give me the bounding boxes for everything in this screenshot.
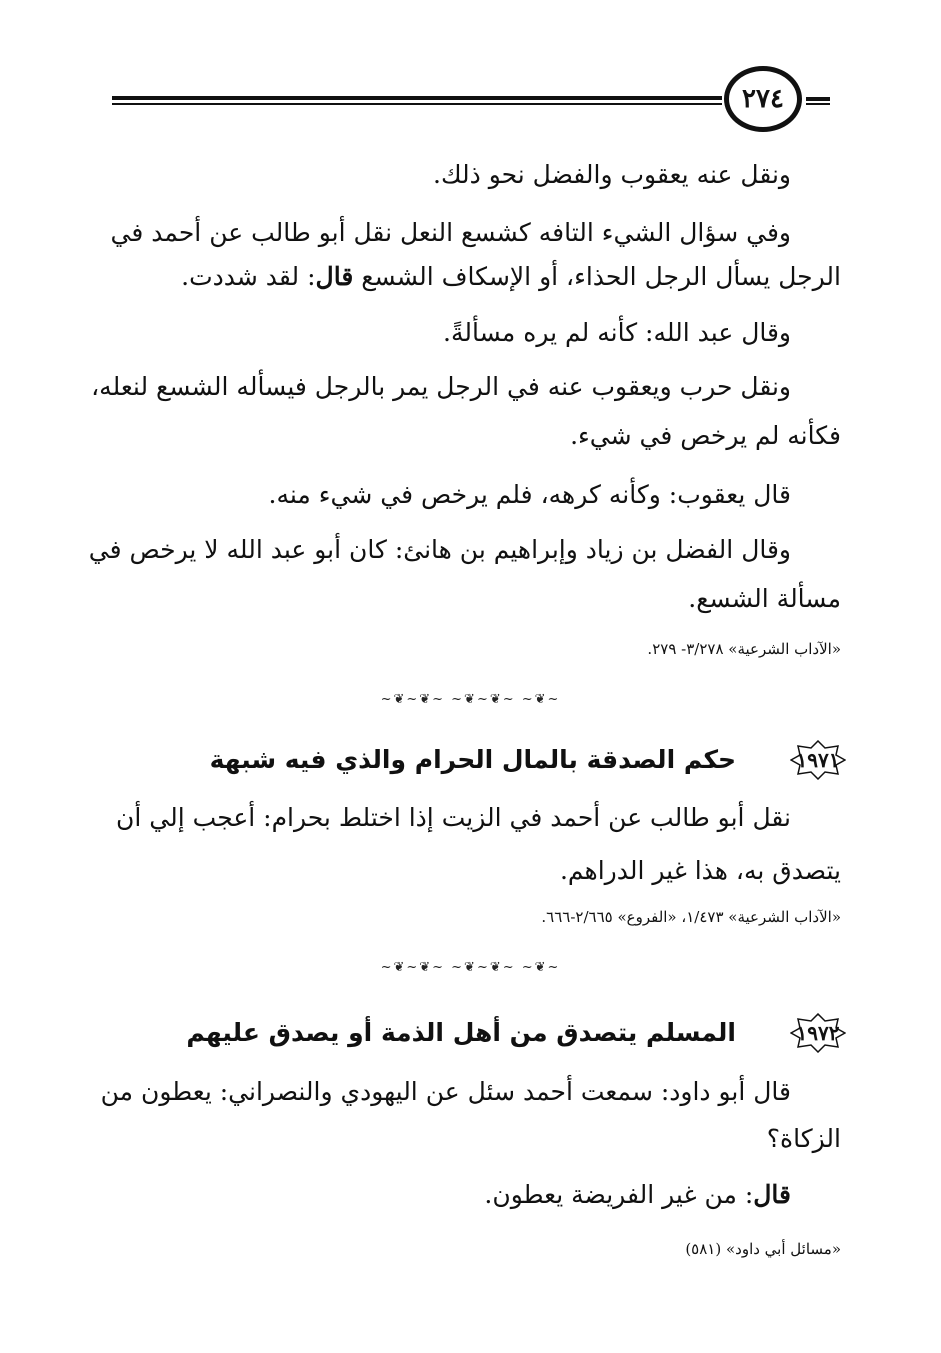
section-number: ١٩٧١ bbox=[796, 748, 840, 772]
qala-keyword: قال bbox=[315, 262, 354, 291]
header-rule-right bbox=[806, 97, 830, 101]
qala-keyword: قال bbox=[753, 1180, 791, 1209]
header-rule-left bbox=[112, 96, 722, 100]
paragraph-line: قال يعقوب: وكأنه كرهه، فلم يرخص في شيء منه. bbox=[268, 480, 791, 509]
paragraph-line: فكأنه لم يرخص في شيء. bbox=[570, 421, 841, 450]
paragraph-line bbox=[484, 1178, 791, 1212]
paragraph-line: يتصدق به، هذا غير الدراهم. bbox=[559, 856, 841, 885]
paragraph-line: وقال عبد الله: كأنه لم يره مسألةً. bbox=[443, 318, 791, 347]
paragraph-line: وفي سؤال الشيء التافه كشسع النعل نقل أبو طالب عن أحمد في bbox=[110, 218, 791, 247]
paragraph-line: نقل أبو طالب عن أحمد في الزيت إذا اختلط بحرام: أعجب إلي أن bbox=[116, 803, 791, 832]
reference: «الآداب الشرعية» ١/٤٧٣، «الفروع» ٢/٦٦٥-٦٦٦. bbox=[541, 908, 841, 926]
reference: «مسائل أبي داود» (٥٨١) bbox=[685, 1240, 841, 1258]
section-title: حكم الصدقة بالمال الحرام والذي فيه شبهة bbox=[209, 745, 736, 774]
header-rule-left-thin bbox=[112, 103, 722, 105]
ornament-divider: ~❦~❦~ ~❦~❦~ ~❦~ bbox=[380, 692, 561, 707]
text-run: : لقد شددت. bbox=[181, 262, 316, 291]
section-title: المسلم يتصدق من أهل الذمة أو يصدق عليهم bbox=[186, 1018, 736, 1047]
section-number-badge bbox=[790, 1013, 846, 1053]
text-run: الرجل يسأل الرجل الحذاء، أو الإسكاف الشسع bbox=[353, 262, 841, 291]
reference: «الآداب الشرعية» ٣/٢٧٨- ٢٧٩. bbox=[647, 640, 841, 658]
paragraph-line bbox=[181, 260, 841, 294]
paragraph-line: الزكاة؟ bbox=[766, 1124, 841, 1153]
section-number-badge bbox=[790, 740, 846, 780]
paragraph-line: قال أبو داود: سمعت أحمد سئل عن اليهودي والنصراني: يعطون من bbox=[100, 1077, 791, 1106]
section-number: ١٩٧٢ bbox=[796, 1021, 840, 1045]
ornament-divider: ~❦~❦~ ~❦~❦~ ~❦~ bbox=[380, 960, 561, 975]
text-run: : من غير الفريضة يعطون. bbox=[484, 1180, 754, 1209]
paragraph-line: مسألة الشسع. bbox=[688, 584, 841, 613]
paragraph-line: ونقل حرب ويعقوب عنه في الرجل يمر بالرجل فيسأله الشسع لنعله، bbox=[91, 372, 791, 401]
page-number: ٢٧٤ bbox=[724, 66, 802, 132]
paragraph-line: ونقل عنه يعقوب والفضل نحو ذلك. bbox=[433, 160, 791, 189]
paragraph-line: وقال الفضل بن زياد وإبراهيم بن هانئ: كان أبو عبد الله لا يرخص في bbox=[88, 535, 791, 564]
header-rule-right-thin bbox=[806, 103, 830, 105]
